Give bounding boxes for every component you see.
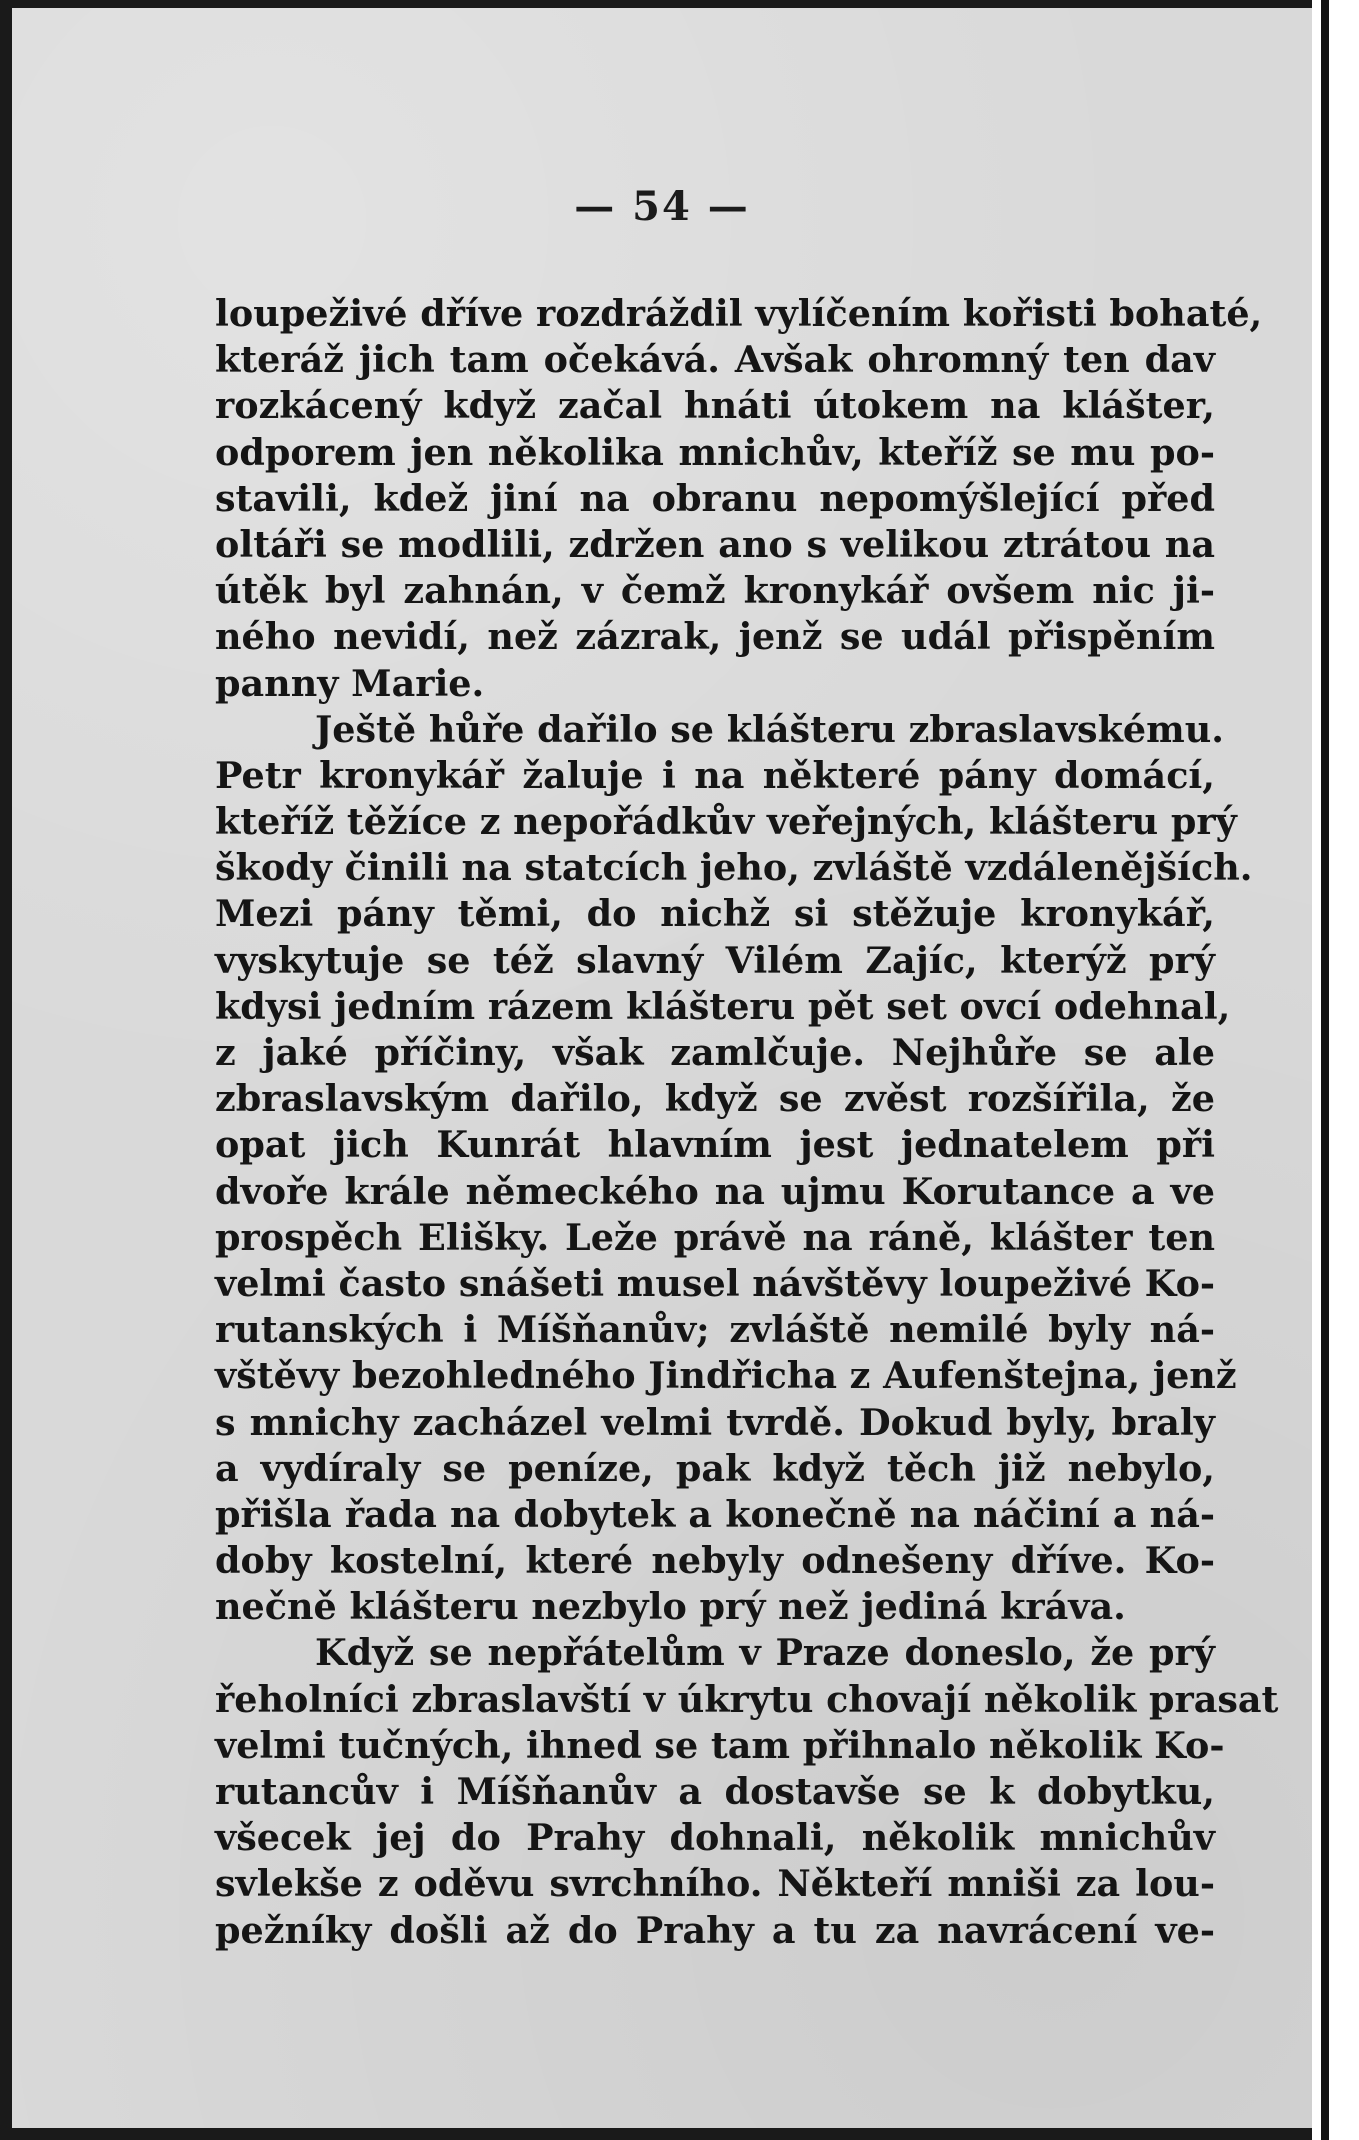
page-edge xyxy=(1312,0,1359,2140)
text-line: ného nevidí, než zázrak, jenž se udál přispěním xyxy=(215,615,1215,659)
text-line: svlekše z oděvu svrchního. Někteří mniši za lou- xyxy=(215,1862,1215,1906)
text-line: kdysi jedním rázem klášteru pět set ovcí odehnal, xyxy=(215,984,1231,1028)
text-line: panny Marie. xyxy=(215,661,485,705)
text-line: odporem jen několika mnichův, kteříž se mu po- xyxy=(215,430,1215,474)
text-line: prospěch Elišky. Leže právě na ráně, klášter ten xyxy=(215,1215,1215,1259)
text-line: vyskytuje se též slavný Vilém Zajíc, kterýž prý xyxy=(215,938,1215,982)
text-line: Když se nepřátelům v Praze doneslo, že prý xyxy=(315,1631,1215,1675)
text-line: útěk byl zahnán, v čemž kronykář ovšem nic ji- xyxy=(215,569,1215,613)
text-line: všecek jej do Prahy dohnali, několik mnichův xyxy=(215,1816,1215,1860)
text-line: Mezi pány těmi, do nichž si stěžuje kronykář, xyxy=(215,892,1215,936)
text-line: z jaké příčiny, však zamlčuje. Nejhůře se ale xyxy=(215,1031,1215,1074)
text-line: oltáři se modlili, zdržen ano s velikou ztrátou na xyxy=(215,522,1215,566)
text-line: zbraslavským dařilo, když se zvěst rozšířila, že xyxy=(215,1077,1215,1121)
text-line: přišla řada na dobytek a konečně na náčiní a ná- xyxy=(215,1492,1215,1536)
text-line: řeholníci zbraslavští v úkrytu chovají několik prasat xyxy=(215,1677,1279,1721)
text-line: loupeživé dříve rozdráždil vylíčením kořisti bohaté, xyxy=(215,292,1263,335)
text-line: pežníky došli až do Prahy a tu za navrácení ve- xyxy=(215,1908,1215,1952)
binding-edge-line xyxy=(1321,0,1329,2140)
text-line: doby kostelní, které nebyly odnešeny dříve. Ko- xyxy=(215,1539,1215,1583)
text-line: rutancův i Míšňanův a dostavše se k dobytku, xyxy=(215,1770,1215,1813)
text-line: škody činili na statcích jeho, zvláště vzdálenějších. xyxy=(215,846,1253,890)
body-text xyxy=(215,291,1279,1954)
text-line: a vydíraly se peníze, pak když těch již nebylo, xyxy=(215,1446,1215,1490)
text-line: rozkácený když začal hnáti útokem na klášter, xyxy=(215,384,1215,428)
text-line: Petr kronykář žaluje i na některé pány domácí, xyxy=(215,753,1215,797)
text-line: velmi tučných, ihned se tam přihnalo několik Ko- xyxy=(215,1723,1225,1767)
page-number: — 54 — xyxy=(574,183,750,230)
text-line: opat jich Kunrát hlavním jest jednatelem při xyxy=(215,1123,1215,1167)
text-line: dvoře krále německého na ujmu Korutance a ve xyxy=(215,1169,1215,1213)
text-line: s mnichy zacházel velmi tvrdě. Dokud byly, braly xyxy=(215,1400,1215,1444)
text-line: velmi často snášeti musel návštěvy loupeživé Ko- xyxy=(215,1261,1216,1305)
text-line: rutanských i Míšňanův; zvláště nemilé byly ná- xyxy=(215,1308,1215,1352)
text-line: nečně klášteru nezbylo prý než jediná kráva. xyxy=(215,1585,1126,1629)
text-line: Ještě hůře dařilo se klášteru zbraslavskému. xyxy=(315,707,1224,751)
text-line: stavili, kdež jiní na obranu nepomýšlející před xyxy=(215,476,1215,520)
text-line: kteráž jich tam očekává. Avšak ohromný ten dav xyxy=(215,338,1215,382)
text-line: vštěvy bezohledného Jindřicha z Aufenštejna, jenž xyxy=(215,1354,1237,1398)
book-page xyxy=(12,8,1312,2128)
text-line: kteříž těžíce z nepořádkův veřejných, klášteru prý xyxy=(215,800,1237,844)
